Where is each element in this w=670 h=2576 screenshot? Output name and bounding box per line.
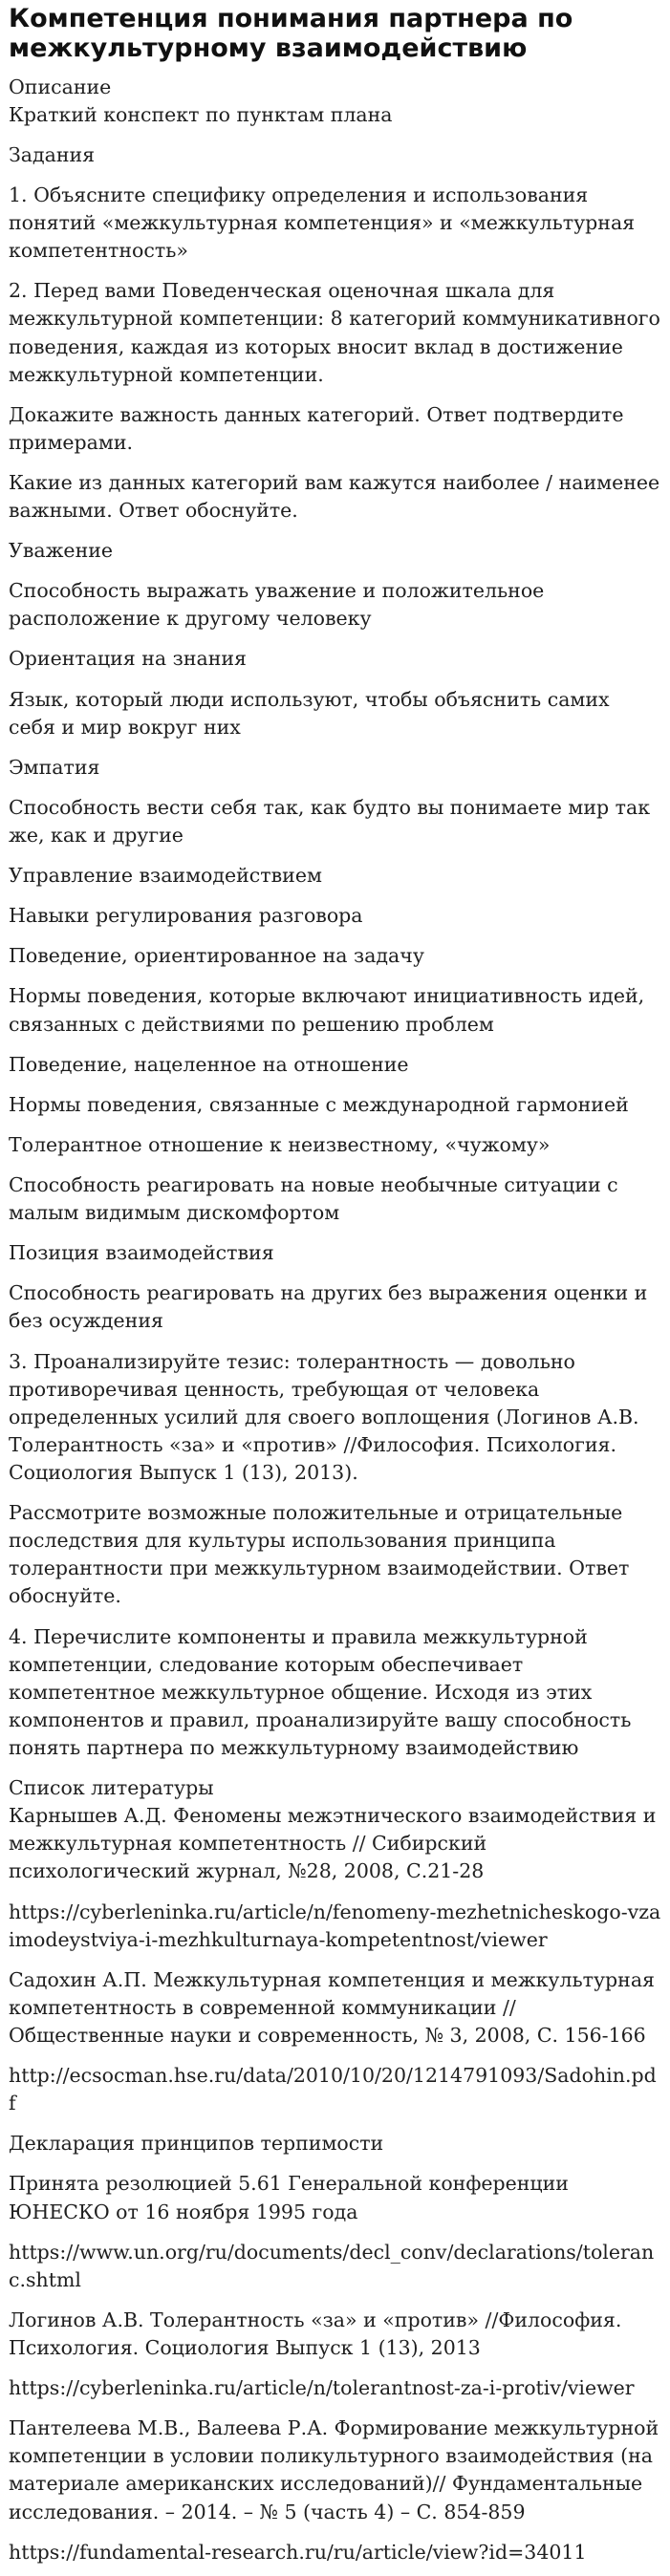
reference-5: Пантелеева М.В., Валеева Р.А. Формирование межкультурной компетенции в условии поликультурного взаимодействия (на материале американских исследований)// Фундаментальные исследования. – 2014. – № 5 (часть 4) – С. 854-859 [9,2416,659,2523]
reference-2-link[interactable]: http://ecsocman.hse.ru/data/2010/10/20/1214791093/Sadohin.pdf [9,2064,657,2115]
category-name: Поведение, ориентированное на задачу [9,944,424,968]
category-name: Ориентация на знания [9,647,247,671]
category-name: Уважение [9,539,114,563]
category-desc: Способность выражать уважение и положительное расположение к другому человеку [9,579,545,631]
category-name: Управление взаимодействием [9,864,322,888]
task-2-which: Какие из данных категорий вам кажутся наиболее / наименее важными. Ответ обоснуйте. [9,470,660,523]
task-3-consider: Рассмотрите возможные положительные и отрицательные последствия для культуры использования принципа толерантности при межкультурном взаимодействии. Ответ обоснуйте. [9,1501,630,1608]
category-desc: Навыки регулирования разговора [9,904,363,928]
category-name: Эмпатия [9,755,100,779]
reference-1: Карнышев А.Д. Феномены межэтнического взаимодействия и межкультурная компетентность // Сибирский психологический журнал, №28, 2008, С.21-28 [9,1804,657,1883]
reference-4-link[interactable]: https://cyberleninka.ru/article/n/tolerantnost-za-i-protiv/viewer [9,2376,635,2400]
reference-3: Принята резолюцией 5.61 Генеральной конференции ЮНЕСКО от 16 ноября 1995 года [9,2172,569,2223]
category-desc: Способность вести себя так, как будто вы понимаете мир так же, как и другие [9,795,651,848]
task-3: 3. Проанализируйте тезис: толерантность — довольно противоречивая ценность, требующая от человека определенных усилий для своего воплощения (Логинов А.В. Толерантность «за» и «против» //Философия. Психология. Социология Выпуск 1 (13), 2013). [9,1349,639,1484]
reference-5-link[interactable]: https://fundamental-research.ru/ru/article/view?id=34011 [9,2540,587,2564]
category-desc: Нормы поведения, которые включают инициативность идей, связанных с действиями по решению проблем [9,984,645,1036]
page-title: Компетенция понимания партнера по межкультурному взаимодействию [9,4,573,64]
description-label: Описание [9,75,112,98]
reference-2: Садохин А.П. Межкультурная компетенция и межкультурная компетентность в современной коммуникации // Общественные науки и современность, № 3, 2008, С. 156-166 [9,1967,655,2047]
category-desc: Способность реагировать на новые необычные ситуации с малым видимым дискомфортом [9,1173,618,1225]
reference-4: Логинов А.В. Толерантность «за» и «против» //Философия. Психология. Социология Выпуск 1 (13), 2013 [9,2308,622,2359]
task-2-prove: Докажите важность данных категорий. Ответ подтвердите примерами. [9,402,624,454]
task-1: 1. Объясните специфику определения и использования понятий «межкультурная компетенция» и «межкультурная компетентность» [9,182,636,263]
category-desc: Нормы поведения, связанные с международной гармонией [9,1092,629,1116]
category-desc: Язык, который люди используют, чтобы объяснить самих себя и мир вокруг них [9,687,610,739]
reference-1-link[interactable]: https://cyberleninka.ru/article/n/fenomeny-mezhetnicheskogo-vzaimodeystviya-i-mezhkulturnaya-kompetentnost/viewer [9,1900,661,1951]
reference-3-link[interactable]: https://www.un.org/ru/documents/decl_conv/declarations/toleranc.shtml [9,2240,655,2291]
references-label: Список литературы [9,1776,214,1800]
task-2: 2. Перед вами Поведенческая оценочная шкала для межкультурной компетенции: 8 категорий коммуникативного поведения, каждая из которых вносит вклад в достижение межкультурной компетенции. [9,279,660,386]
category-name: Позиция взаимодействия [9,1241,274,1265]
category-desc: Способность реагировать на других без выражения оценки и без осуждения [9,1281,648,1333]
category-name: Поведение, нацеленное на отношение [9,1052,409,1076]
reference-3-title: Декларация принципов терпимости [9,2132,384,2156]
description-text: Краткий конспект по пунктам плана [9,102,393,126]
task-4: 4. Перечислите компоненты и правила межкультурной компетенции, следование которым обеспечивает компетентное межкультурное общение. Исходя из этих компонентов и правил, проанализируйте вашу способность понять партнера по межкультурному взаимодействию [9,1624,632,1759]
document [0,4,661,2576]
category-name: Толерантное отношение к неизвестному, «чужому» [9,1132,551,1156]
tasks-label: Задания [9,142,96,166]
